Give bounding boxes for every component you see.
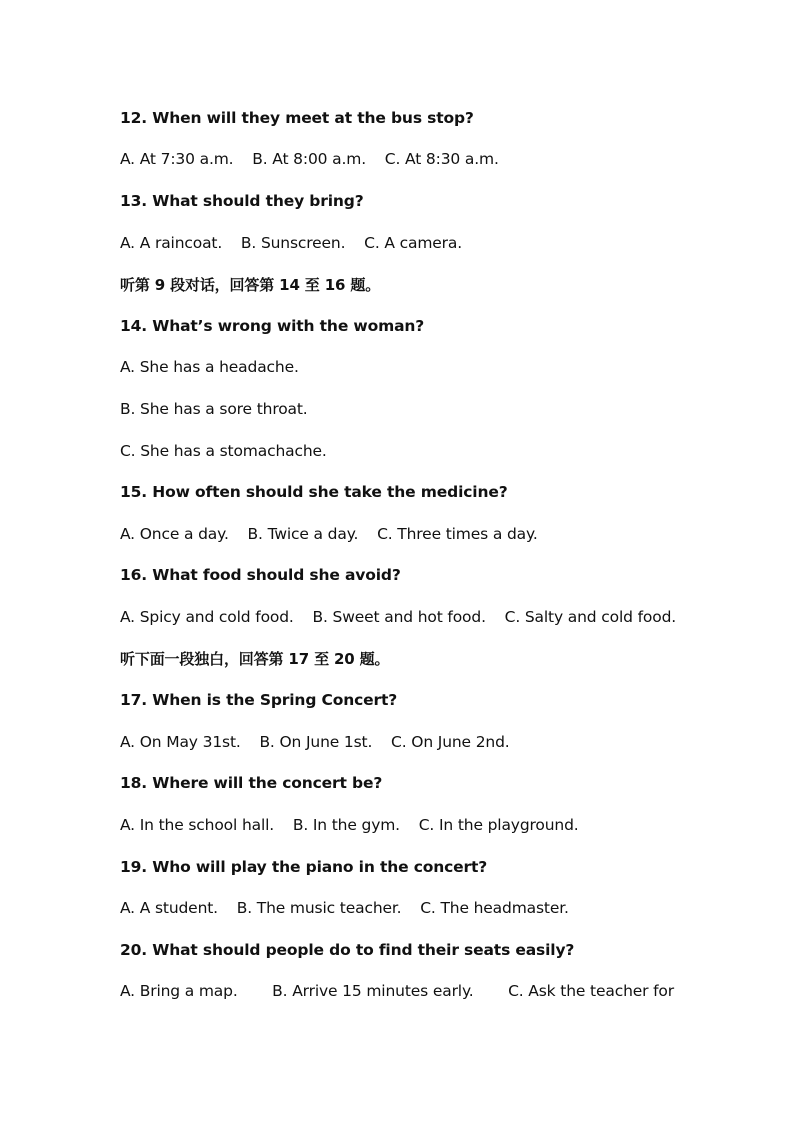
options-17 (120, 732, 510, 752)
option-15-a: A. Once a day. (120, 525, 229, 543)
question-16: 16. What food should she avoid? (120, 566, 401, 584)
option-14-c: C. She has a stomachache. (120, 442, 327, 460)
option-12-a: A. At 7:30 a.m. (120, 150, 234, 168)
option-13-c: C. A camera. (364, 234, 463, 252)
option-19-b: B. The music teacher. (236, 899, 402, 917)
options-12 (120, 149, 499, 169)
question-18: 18. Where will the concert be? (120, 774, 383, 792)
option-12-b: B. At 8:00 a.m. (252, 150, 367, 168)
question-12: 12. When will they meet at the bus stop? (120, 109, 474, 127)
option-16-b: B. Sweet and hot food. (312, 608, 486, 626)
question-13: 13. What should they bring? (120, 192, 364, 210)
option-19-c: C. The headmaster. (420, 899, 569, 917)
option-14-b: B. She has a sore throat. (120, 400, 308, 418)
option-18-b: B. In the gym. (292, 816, 400, 834)
options-16 (120, 607, 676, 627)
option-13-b: B. Sunscreen. (240, 234, 346, 252)
option-20-b: B. Arrive 15 minutes early. (272, 982, 474, 1000)
section-heading-monologue: 听下面一段独白，回答第 17 至 20 题。 (120, 650, 390, 668)
option-16-a: A. Spicy and cold food. (120, 608, 294, 626)
option-13-a: A. A raincoat. (120, 234, 223, 252)
option-14-a: A. She has a headache. (120, 358, 299, 376)
options-18 (120, 815, 579, 835)
option-20-a: A. Bring a map. (120, 982, 238, 1000)
question-14: 14. What’s wrong with the woman? (120, 317, 425, 335)
options-20 (120, 981, 674, 1001)
question-20: 20. What should people do to find their seats easily? (120, 941, 575, 959)
question-19: 19. Who will play the piano in the concert? (120, 858, 488, 876)
options-15 (120, 524, 538, 544)
section-heading-9: 听第 9 段对话，回答第 14 至 16 题。 (120, 276, 381, 294)
option-15-b: B. Twice a day. (247, 525, 359, 543)
option-17-b: B. On June 1st. (259, 733, 373, 751)
option-16-c: C. Salty and cold food. (504, 608, 677, 626)
option-17-a: A. On May 31st. (120, 733, 241, 751)
option-20-c: C. Ask the teacher for (508, 982, 674, 1000)
option-19-a: A. A student. (120, 899, 218, 917)
options-13 (120, 233, 462, 253)
option-17-c: C. On June 2nd. (391, 733, 510, 751)
options-19 (120, 898, 569, 918)
option-18-a: A. In the school hall. (120, 816, 275, 834)
option-12-c: C. At 8:30 a.m. (384, 150, 499, 168)
question-15: 15. How often should she take the medicine? (120, 483, 508, 501)
option-18-c: C. In the playground. (418, 816, 579, 834)
option-15-c: C. Three times a day. (377, 525, 538, 543)
question-17: 17. When is the Spring Concert? (120, 691, 398, 709)
